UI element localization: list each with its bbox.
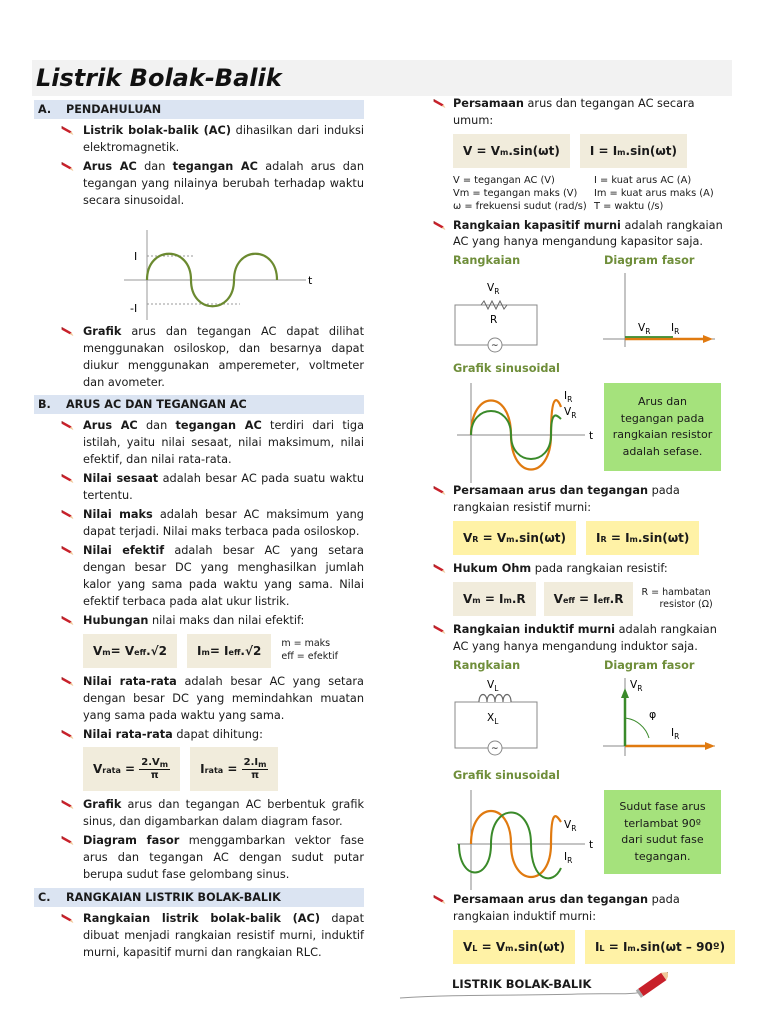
bullet-b8 — [34, 797, 364, 831]
sym: .sin(ωt) — [513, 939, 565, 954]
bullet-b2 — [34, 471, 364, 505]
formula-irata — [190, 747, 278, 791]
sub: eff — [562, 596, 575, 606]
sym: = I — [480, 592, 504, 607]
bold-term: Persamaan arus dan tegangan — [453, 484, 648, 498]
pencil-bullet-icon — [433, 99, 447, 109]
sym: = I — [604, 939, 628, 954]
sub: L — [494, 684, 499, 694]
sym: I — [197, 643, 202, 658]
pencil-body — [638, 973, 666, 996]
bullet-b1 — [34, 418, 364, 469]
legend-item: Vm = tegangan maks (V) — [453, 188, 578, 200]
bullet-r5 — [433, 622, 735, 656]
formula-veff-ohm — [544, 582, 634, 616]
sym: I — [671, 322, 675, 335]
sub: R — [571, 824, 577, 834]
sub: R — [637, 684, 643, 694]
legend-item: T = waktu (/s) — [594, 201, 664, 213]
sym: V — [564, 406, 572, 419]
bold-term: Hukum Ohm — [453, 562, 532, 576]
bold-term: Rangkaian listrik bolak-balik (AC) — [83, 912, 320, 926]
sub: R — [600, 535, 607, 545]
label-t: t — [308, 273, 313, 287]
sym: I — [200, 762, 205, 777]
sym: = V — [110, 643, 135, 658]
formula-general — [453, 134, 735, 168]
text: pada rangkaian resistif: — [531, 562, 668, 576]
sym: V — [93, 762, 103, 777]
bold-term: Nilai rata-rata — [83, 674, 177, 688]
sub: R — [571, 411, 577, 421]
left-column — [34, 100, 364, 964]
bullet-r4 — [433, 561, 735, 578]
legend-item: Im = kuat arus maks (A) — [594, 188, 714, 200]
bullet-c1 — [34, 911, 364, 962]
sub: m — [102, 647, 111, 657]
sym: = V — [478, 531, 507, 546]
formula-rata — [83, 747, 364, 791]
pencil-bullet-icon — [61, 126, 75, 136]
formula-vrata — [83, 747, 180, 791]
sym: V — [487, 282, 495, 295]
sub: R — [567, 856, 573, 866]
note-line: R = hambatan — [641, 586, 711, 598]
sub: m — [201, 647, 210, 657]
fasor-label-vr — [638, 322, 650, 336]
pencil-bullet-icon — [433, 564, 447, 574]
bold-term: Nilai efektif — [83, 544, 165, 557]
text: arus dan tegangan AC berbentuk grafik sinus, dan digambarkan dalam diagram fasor. — [83, 798, 364, 829]
sub: m — [159, 759, 169, 769]
sub: eff — [597, 596, 610, 606]
bold-term: tegangan AC — [172, 159, 258, 173]
pencil-bullet-icon — [61, 914, 75, 924]
label-grafik-sinusoidal: Grafik sinusoidal — [453, 769, 560, 783]
label-rangkaian: Rangkaian — [453, 659, 521, 673]
bullet-r1 — [433, 96, 735, 130]
bold-term: Listrik bolak-balik (AC) — [83, 124, 232, 137]
inductive-sine-svg — [453, 786, 603, 892]
text: pada rangkaian induktif murni: — [453, 893, 680, 924]
pencil-bullet-icon — [433, 625, 447, 635]
bold-term: Arus AC — [83, 159, 137, 173]
section-a-letter: A. — [38, 103, 52, 116]
note-resistive: Arus dan tegangan pada rangkaian resistor adalah sefase. — [604, 383, 721, 471]
formula-hubungan — [83, 634, 364, 668]
pencil-icon — [636, 968, 668, 998]
denominator: π — [150, 769, 159, 781]
inductive-sinusoid — [453, 768, 735, 892]
text: adalah besar AC maksimum yang dapat terjadi. Nilai maks terbaca pada osiloskop. — [83, 508, 364, 539]
note-line: resistor (Ω) — [659, 599, 713, 611]
sym: 2.V — [141, 756, 160, 768]
resistive-circuit-svg — [453, 271, 735, 361]
label-diagram-fasor: Diagram fasor — [604, 659, 695, 673]
section-c-letter: C. — [38, 891, 51, 905]
sym: V — [553, 592, 563, 607]
note-line: eff = efektif — [281, 650, 338, 662]
sym: .R — [609, 592, 624, 607]
sym: .R — [511, 592, 526, 607]
text: dan — [136, 159, 173, 173]
label-rangkaian: Rangkaian — [453, 254, 521, 268]
sym: = — [120, 762, 140, 777]
text: adalah besar AC yang setara dengan besar DC yang memindahkan muatan yang sama pada waktu yang sama. — [83, 674, 364, 722]
bold-term: Grafik — [83, 798, 122, 812]
phase-arc — [625, 718, 649, 738]
text: dapat dihitung: — [172, 727, 263, 741]
formula-inductive — [453, 930, 735, 964]
label-phi: φ — [649, 708, 657, 722]
sub: L — [599, 943, 605, 953]
sym: I — [596, 531, 601, 546]
label-ir — [564, 390, 572, 404]
sym: = I — [574, 592, 598, 607]
sym: V = V — [463, 143, 500, 158]
resistor-bg — [480, 296, 508, 312]
section-a-title: PENDAHULUAN — [66, 103, 162, 116]
bold-term: Rangkaian induktif murni — [453, 623, 616, 637]
formula-v-general — [453, 134, 570, 168]
fasor-label-vr — [630, 679, 642, 693]
legend-item: V = tegangan AC (V) — [453, 174, 555, 186]
sym: V — [564, 819, 572, 832]
numerator — [242, 757, 269, 770]
text: arus dan tegangan AC dapat dilihat menggunakan osiloskop, dan besarnya dapat diukur menggunakan amperemeter, voltmeter dan avometer. — [83, 324, 364, 389]
sym: V — [93, 643, 103, 658]
resistive-sine-svg — [453, 379, 603, 483]
bold-term: Hubungan — [83, 613, 149, 627]
sub: m — [617, 147, 626, 157]
sym: .sin(ωt) — [637, 531, 690, 546]
sym: .sin(ωt) — [508, 143, 560, 158]
note-line: m = maks — [281, 638, 331, 650]
sym: = V — [477, 939, 506, 954]
sym: = I — [606, 531, 630, 546]
sym: I = I — [589, 143, 618, 158]
bullet-b5 — [34, 613, 364, 630]
fraction — [242, 757, 269, 782]
pencil-bullet-icon — [61, 327, 75, 337]
text: adalah rangkaian AC yang hanya mengandung kapasitor saja. — [453, 218, 723, 249]
bullet-b6 — [34, 674, 364, 725]
arrow-head-icon — [621, 688, 629, 698]
inductor-symbol — [479, 695, 511, 703]
ac-symbol: ~ — [491, 744, 499, 755]
formula-ohm — [453, 582, 735, 616]
bold-term: Diagram fasor — [83, 834, 180, 848]
text: adalah arus dan tegangan yang nilainya berubah terhadap waktu secara sinusoidal. — [83, 159, 364, 207]
sub: m — [499, 147, 509, 157]
pencil-bullet-icon — [433, 486, 447, 496]
label-ir — [564, 851, 572, 865]
text: dapat dibuat menjadi rangkaian resistif murni, induktif murni, kapasitif murni dan rangkaian RLC. — [83, 912, 364, 959]
bullet-b9 — [34, 833, 364, 884]
section-b-title: ARUS AC DAN TEGANGAN AC — [66, 398, 247, 412]
formula-il — [585, 930, 735, 964]
bullet-r2 — [433, 218, 735, 252]
sym: V — [638, 322, 646, 335]
right-column — [433, 96, 735, 970]
bullet-b7 — [34, 727, 364, 744]
sub: m — [505, 943, 514, 953]
sym: I — [564, 390, 568, 403]
label-vl — [487, 679, 499, 693]
text: pada rangkaian resistif murni: — [453, 484, 680, 515]
label-vr — [564, 406, 576, 420]
fasor-label-ir — [671, 322, 679, 336]
numerator — [139, 757, 170, 770]
pencil-bullet-icon — [61, 546, 75, 556]
sym: I — [594, 939, 600, 954]
pencil-bullet-icon — [61, 800, 75, 810]
sub: eff — [228, 647, 241, 657]
sym: I — [671, 727, 675, 740]
sym: .sin(ωt) — [625, 143, 678, 158]
ac-symbol: ~ — [491, 341, 499, 352]
sym: V — [463, 531, 473, 546]
sub: m — [503, 596, 512, 606]
fasor-label-ir — [671, 727, 679, 741]
sub: m — [627, 943, 636, 953]
section-b-header — [34, 395, 364, 414]
label-diagram-fasor: Diagram fasor — [604, 254, 695, 268]
sub: m — [629, 535, 638, 545]
formula-hubungan-note — [281, 638, 338, 663]
text: adalah besar AC yang setara dengan besar DC yang menghasilkan jumlah kalor yang sama pada waktu yang sama. Nilai efektif terbaca pada alat ukur listrik. — [83, 544, 364, 608]
sym: .√2 — [146, 643, 167, 658]
sym: .√2 — [240, 643, 262, 658]
sub: R — [567, 395, 573, 405]
formula-i-general — [580, 134, 687, 168]
section-a-header — [34, 100, 364, 119]
pencil-bullet-icon — [61, 510, 75, 520]
sym: .sin(ωt) — [514, 531, 567, 546]
sym: 2.I — [243, 756, 259, 768]
sub: eff — [134, 647, 147, 657]
pencil-bullet-icon — [61, 836, 75, 846]
sub: L — [494, 717, 499, 727]
sym: X — [487, 712, 495, 725]
pencil-bullet-icon — [61, 162, 75, 172]
formula-ir — [586, 521, 699, 555]
sub: R — [472, 535, 479, 545]
sub: m — [506, 535, 515, 545]
text: adalah rangkaian AC yang hanya mengandung induktor saja. — [453, 623, 717, 654]
sub: m — [258, 759, 267, 769]
bullet-b3 — [34, 507, 364, 541]
label-r: R — [490, 314, 498, 327]
sym: V — [487, 679, 495, 692]
label-vr — [564, 819, 576, 833]
text: dihasilkan dari induksi elektromagnetik. — [83, 124, 365, 154]
formula-vr — [453, 521, 576, 555]
pencil-bullet-icon — [61, 677, 75, 687]
formula-im-ieff — [187, 634, 271, 668]
pencil-bullet-icon — [433, 895, 447, 905]
text: terdiri dari tiga istilah, yaitu nilai sesaat, nilai maksimum, nilai efektif, dan nilai rata-rata. — [83, 419, 365, 467]
note-inductive: Sudut fase arus terlambat 90º dari sudut fase tegangan. — [604, 790, 721, 874]
label-t: t — [589, 839, 594, 852]
sym: I — [564, 851, 568, 864]
sym: V — [463, 939, 473, 954]
inductive-diagrams — [453, 658, 735, 768]
sub: R — [674, 327, 680, 337]
bold-term: Rangkaian kapasitif murni — [453, 218, 621, 232]
bold-term: Grafik — [83, 324, 122, 338]
sym: V — [463, 592, 473, 607]
formula-resistive — [453, 521, 735, 555]
sub: R — [645, 327, 651, 337]
formula-vl — [453, 930, 575, 964]
section-c-header — [34, 888, 364, 907]
resistive-diagrams — [453, 253, 735, 361]
bold-term: Arus AC — [83, 419, 138, 433]
bold-term: Nilai rata-rata — [83, 727, 173, 741]
sym: .sin(ωt – 90º) — [635, 939, 726, 954]
formula-vm-ohm — [453, 582, 536, 616]
sub: m — [472, 596, 481, 606]
label-xl — [487, 712, 499, 726]
bold-term: Persamaan — [453, 97, 524, 110]
label-neg-i: -I — [130, 301, 138, 315]
section-b-letter: B. — [38, 398, 51, 412]
inductive-circuit-svg — [453, 676, 735, 768]
sub: R — [494, 287, 500, 297]
text: adalah besar AC pada suatu waktu tertentu. — [83, 472, 364, 503]
denominator: π — [251, 769, 259, 781]
legend-item: I = kuat arus AC (A) — [594, 174, 692, 186]
footer-title: LISTRIK BOLAK-BALIK — [452, 977, 592, 991]
pencil-bullet-icon — [61, 474, 75, 484]
bullet-b4 — [34, 543, 364, 611]
label-i: I — [134, 249, 138, 263]
fraction — [139, 757, 170, 782]
text: nilai maks dan nilai efektif: — [148, 613, 305, 627]
legend-item: ω = frekuensi sudut (rad/s) — [453, 201, 587, 213]
bullet-r6 — [433, 892, 735, 926]
bold-term: tegangan AC — [175, 419, 262, 433]
pencil-bullet-icon — [433, 221, 447, 231]
sym: = — [223, 762, 242, 777]
sub: rata — [204, 766, 224, 776]
pencil-bullet-icon — [61, 421, 75, 431]
bullet-a3 — [34, 324, 364, 392]
bullet-a2 — [34, 159, 364, 210]
text: dan — [137, 419, 176, 433]
label-vr — [487, 282, 499, 296]
arrow-head-icon — [705, 742, 715, 750]
pencil-bullet-icon — [61, 616, 75, 626]
bullet-r3 — [433, 483, 735, 517]
sym: = I — [209, 643, 229, 658]
label-grafik-sinusoidal: Grafik sinusoidal — [453, 362, 560, 376]
bold-term: Persamaan arus dan tegangan — [453, 893, 648, 907]
bullet-a1 — [34, 123, 364, 157]
symbol-legend — [453, 174, 735, 214]
bold-term: Nilai maks — [83, 508, 153, 522]
resistive-sinusoid — [453, 361, 735, 483]
formula-ohm-note — [641, 587, 712, 612]
text: arus dan tegangan AC secara umum: — [453, 97, 695, 127]
sub: rata — [102, 766, 121, 776]
text: menggambarkan vektor fase arus dan tegangan AC dengan sudut putar berupa sudut fase gelombang sinus. — [83, 834, 364, 882]
pencil-bullet-icon — [61, 730, 75, 740]
sine-graph-intro — [34, 216, 364, 320]
label-t: t — [589, 430, 594, 443]
formula-vm-veff — [83, 634, 177, 668]
section-c-title: RANGKAIAN LISTRIK BOLAK-BALIK — [66, 891, 281, 905]
page-title: Listrik Bolak-Balik — [36, 64, 282, 92]
sub: R — [674, 732, 680, 742]
sym: V — [630, 679, 638, 692]
sub: L — [472, 943, 478, 953]
arrow-head-icon — [703, 335, 713, 343]
bold-term: Nilai sesaat — [83, 472, 159, 486]
